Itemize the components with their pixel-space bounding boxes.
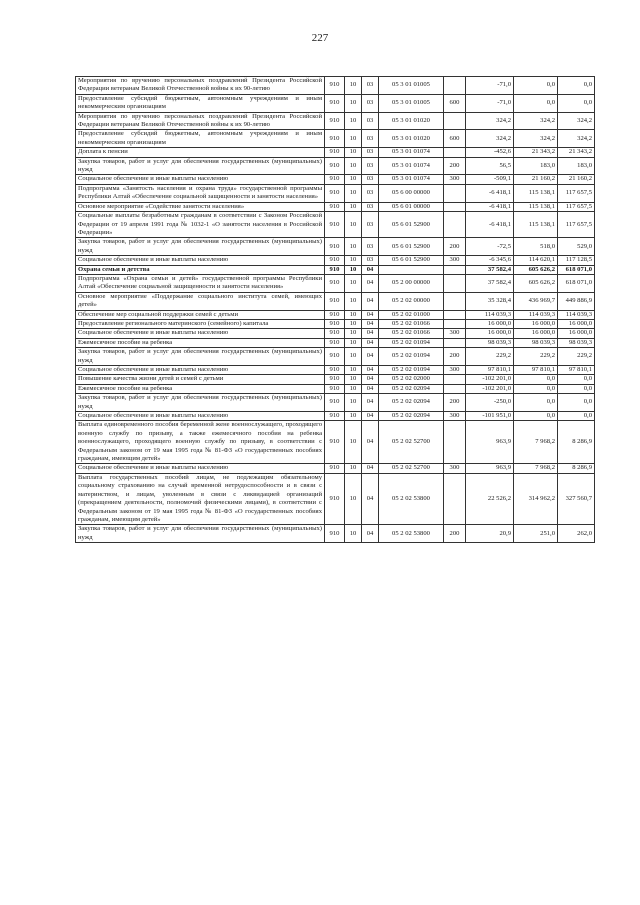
amount-year-2: 0,0 [558,412,595,421]
row-name: Социальное обеспечение и иные выплаты населению [76,329,325,338]
amount-change: -6 345,6 [466,256,514,265]
amount-year-1: 0,0 [514,412,558,421]
amount-year-2: 21 343,2 [558,148,595,157]
amount-change: -102 201,0 [466,384,514,393]
table-row [76,366,595,375]
amount-year-1: 251,0 [514,525,558,543]
section-code: 10 [345,157,362,175]
expense-type-code: 200 [444,394,466,412]
amount-year-1: 0,0 [514,77,558,95]
amount-change: -6 418,1 [466,212,514,238]
amount-year-1: 605 626,2 [514,274,558,292]
target-article-code: 05 2 02 53800 [379,525,444,543]
section-code: 10 [345,310,362,319]
target-article-code: 05 3 01 01005 [379,94,444,112]
amount-year-2: 618 071,0 [558,265,595,274]
table-row [76,212,595,238]
expense-type-code [444,319,466,328]
section-code: 10 [345,525,362,543]
amount-change: -452,6 [466,148,514,157]
row-name: Доплата к пенсии [76,148,325,157]
amount-year-1: 518,0 [514,238,558,256]
table-row [76,319,595,328]
target-article-code: 05 2 02 53800 [379,473,444,524]
amount-year-2: 97 810,1 [558,366,595,375]
budget-table-body [76,77,595,543]
expense-type-code: 300 [444,464,466,473]
expense-type-code: 200 [444,157,466,175]
expense-type-code [444,212,466,238]
expense-type-code [444,184,466,202]
subsection-code: 04 [362,525,379,543]
amount-change: 37 582,4 [466,265,514,274]
row-name: Подпрограмма «Занятость населения и охрана труда» государственной программы Республики Алтай «Обеспечение социальной защищенности и занятости населения» [76,184,325,202]
subsection-code: 04 [362,292,379,310]
section-code: 10 [345,274,362,292]
ministry-code: 910 [325,202,345,211]
row-name: Основное мероприятие «Поддержание социального института семей, имеющих детей» [76,292,325,310]
expense-type-code: 200 [444,238,466,256]
target-article-code [379,265,444,274]
ministry-code: 910 [325,421,345,464]
table-row [76,202,595,211]
amount-year-2: 618 071,0 [558,274,595,292]
amount-year-2: 117 657,5 [558,212,595,238]
table-row [76,274,595,292]
amount-year-1: 436 969,7 [514,292,558,310]
target-article-code: 05 2 02 02094 [379,412,444,421]
amount-year-1: 229,2 [514,348,558,366]
expense-type-code: 200 [444,525,466,543]
subsection-code: 03 [362,148,379,157]
row-name: Закупка товаров, работ и услуг для обеспечения государственных (муниципальных) нужд [76,157,325,175]
subsection-code: 04 [362,366,379,375]
row-name: Охрана семьи и детства [76,265,325,274]
table-row [76,338,595,347]
section-code: 10 [345,319,362,328]
section-code: 10 [345,148,362,157]
target-article-code: 05 6 01 52900 [379,212,444,238]
subsection-code: 04 [362,384,379,393]
row-name: Социальное обеспечение и иные выплаты населению [76,366,325,375]
section-code: 10 [345,348,362,366]
ministry-code: 910 [325,329,345,338]
ministry-code: 910 [325,366,345,375]
expense-type-code: 200 [444,348,466,366]
row-name: Закупка товаров, работ и услуг для обеспечения государственных (муниципальных) нужд [76,394,325,412]
target-article-code: 05 2 02 01094 [379,338,444,347]
amount-change: 20,9 [466,525,514,543]
section-code: 10 [345,184,362,202]
subsection-code: 04 [362,338,379,347]
expense-type-code: 300 [444,412,466,421]
section-code: 10 [345,366,362,375]
row-name: Социальное обеспечение и иные выплаты населению [76,175,325,184]
row-name: Подпрограмма «Охрана семьи и детей» государственной программы Республики Алтай «Обеспечение социальной защищенности и занятости населения» [76,274,325,292]
subsection-code: 04 [362,329,379,338]
row-name: Предоставление регионального материнского (семейного) капитала [76,319,325,328]
ministry-code: 910 [325,238,345,256]
amount-change: 963,9 [466,464,514,473]
amount-year-1: 16 000,0 [514,319,558,328]
target-article-code: 05 2 02 01066 [379,329,444,338]
subsection-code: 04 [362,394,379,412]
target-article-code: 05 3 01 01074 [379,148,444,157]
row-name: Закупка товаров, работ и услуг для обеспечения государственных (муниципальных) нужд [76,238,325,256]
target-article-code: 05 2 02 02094 [379,394,444,412]
subsection-code: 03 [362,184,379,202]
target-article-code: 05 2 02 01000 [379,310,444,319]
target-article-code: 05 2 02 01094 [379,348,444,366]
expense-type-code [444,375,466,384]
section-code: 10 [345,202,362,211]
amount-year-2: 8 286,9 [558,421,595,464]
amount-year-2: 0,0 [558,394,595,412]
expense-type-code [444,292,466,310]
amount-year-1: 0,0 [514,394,558,412]
subsection-code: 03 [362,202,379,211]
ministry-code: 910 [325,384,345,393]
table-row [76,157,595,175]
amount-year-2: 324,2 [558,130,595,148]
expense-type-code: 300 [444,329,466,338]
row-name: Обеспечение мер социальной поддержки семей с детьми [76,310,325,319]
subsection-code: 04 [362,412,379,421]
row-name: Социальное обеспечение и иные выплаты населению [76,256,325,265]
ministry-code: 910 [325,319,345,328]
amount-year-1: 0,0 [514,384,558,393]
table-row [76,394,595,412]
table-row [76,310,595,319]
amount-change: 16 000,0 [466,319,514,328]
ministry-code: 910 [325,265,345,274]
expense-type-code [444,473,466,524]
amount-year-2: 327 560,7 [558,473,595,524]
target-article-code: 05 2 02 52700 [379,464,444,473]
amount-year-2: 117 657,5 [558,184,595,202]
section-code: 10 [345,238,362,256]
amount-year-2: 262,0 [558,525,595,543]
expense-type-code [444,384,466,393]
subsection-code: 04 [362,319,379,328]
amount-change: 37 582,4 [466,274,514,292]
table-row [76,238,595,256]
target-article-code: 05 3 01 01020 [379,130,444,148]
amount-year-1: 115 138,1 [514,212,558,238]
amount-year-1: 7 968,2 [514,421,558,464]
row-name: Закупка товаров, работ и услуг для обеспечения государственных (муниципальных) нужд [76,525,325,543]
section-code: 10 [345,94,362,112]
expense-type-code [444,265,466,274]
amount-year-1: 114 620,1 [514,256,558,265]
expense-type-code: 300 [444,256,466,265]
ministry-code: 910 [325,94,345,112]
expense-type-code [444,310,466,319]
amount-year-1: 97 810,1 [514,366,558,375]
ministry-code: 910 [325,112,345,130]
amount-year-1: 115 138,1 [514,202,558,211]
amount-year-1: 183,0 [514,157,558,175]
subsection-code: 04 [362,464,379,473]
row-name: Социальное обеспечение и иные выплаты населению [76,464,325,473]
amount-year-2: 117 657,5 [558,202,595,211]
row-name: Мероприятия по вручению персональных поздравлений Президента Российской Федерации ветеранам Великой Отечественной войны к их 90-летию [76,112,325,130]
amount-change: -6 418,1 [466,184,514,202]
row-name: Выплата единовременного пособия беременной жене военнослужащего, проходящего военную службу по призыву, а также ежемесячного пособия на ребенка военнослужащего, проходящего военную службу по призыву, в соответствии с Федеральным законом от 19 мая 1995 года № 81-ФЗ «О государственных пособиях гражданам, имеющим детей» [76,421,325,464]
target-article-code: 05 3 01 01005 [379,77,444,95]
section-code: 10 [345,265,362,274]
amount-year-2: 0,0 [558,77,595,95]
section-code: 10 [345,473,362,524]
amount-change: 56,5 [466,157,514,175]
amount-year-1: 21 343,2 [514,148,558,157]
subsection-code: 04 [362,265,379,274]
amount-year-2: 117 128,5 [558,256,595,265]
subsection-code: 04 [362,274,379,292]
amount-year-1: 0,0 [514,94,558,112]
target-article-code: 05 3 01 01074 [379,157,444,175]
amount-year-1: 21 160,2 [514,175,558,184]
expense-type-code [444,274,466,292]
row-name: Закупка товаров, работ и услуг для обеспечения государственных (муниципальных) нужд [76,348,325,366]
amount-year-1: 314 962,2 [514,473,558,524]
table-row [76,375,595,384]
target-article-code: 05 2 02 00000 [379,292,444,310]
subsection-code: 03 [362,212,379,238]
ministry-code: 910 [325,256,345,265]
expense-type-code [444,148,466,157]
page-number: 227 [311,32,329,44]
amount-change: -509,1 [466,175,514,184]
table-row [76,348,595,366]
target-article-code: 05 6 01 00000 [379,202,444,211]
row-name: Предоставление субсидий бюджетным, автономным учреждениям и иным некоммерческим организациям [76,94,325,112]
subsection-code: 03 [362,77,379,95]
subsection-code: 04 [362,473,379,524]
amount-change: -101 951,0 [466,412,514,421]
ministry-code: 910 [325,184,345,202]
expense-type-code: 300 [444,366,466,375]
ministry-code: 910 [325,130,345,148]
expense-type-code: 600 [444,130,466,148]
amount-change: -250,0 [466,394,514,412]
ministry-code: 910 [325,348,345,366]
section-code: 10 [345,375,362,384]
row-name: Повышение качества жизни детей и семей с детьми [76,375,325,384]
amount-year-2: 0,0 [558,375,595,384]
amount-year-2: 114 039,3 [558,310,595,319]
target-article-code: 05 3 01 01020 [379,112,444,130]
subsection-code: 03 [362,175,379,184]
amount-change: 963,9 [466,421,514,464]
expense-type-code [444,421,466,464]
target-article-code: 05 2 02 52700 [379,421,444,464]
ministry-code: 910 [325,412,345,421]
amount-year-1: 16 000,0 [514,329,558,338]
ministry-code: 910 [325,148,345,157]
amount-change: 97 810,1 [466,366,514,375]
amount-change: 16 000,0 [466,329,514,338]
subsection-code: 04 [362,421,379,464]
ministry-code: 910 [325,473,345,524]
table-row [76,473,595,524]
amount-change: -102 201,0 [466,375,514,384]
section-code: 10 [345,112,362,130]
ministry-code: 910 [325,375,345,384]
row-name: Социальные выплаты безработным гражданам в соответствии с Законом Российской Федерации от 19 апреля 1991 года № 1032-1 «О занятости населения в Российской Федерации» [76,212,325,238]
target-article-code: 05 2 02 01066 [379,319,444,328]
amount-year-1: 0,0 [514,375,558,384]
amount-year-2: 16 000,0 [558,319,595,328]
target-article-code: 05 3 01 01074 [379,175,444,184]
amount-year-2: 183,0 [558,157,595,175]
amount-year-2: 229,2 [558,348,595,366]
target-article-code: 05 2 02 02000 [379,375,444,384]
subsection-code: 04 [362,310,379,319]
target-article-code: 05 6 01 52900 [379,256,444,265]
table-row [76,256,595,265]
row-name: Ежемесячное пособие на ребенка [76,338,325,347]
section-code: 10 [345,212,362,238]
table-row [76,130,595,148]
expense-type-code [444,77,466,95]
target-article-code: 05 6 00 00000 [379,184,444,202]
expense-type-code [444,112,466,130]
amount-change: 35 328,4 [466,292,514,310]
amount-year-1: 324,2 [514,112,558,130]
subsection-code: 03 [362,256,379,265]
amount-year-2: 0,0 [558,94,595,112]
row-name: Ежемесячное пособие на ребенка [76,384,325,393]
table-row [76,384,595,393]
subsection-code: 03 [362,112,379,130]
row-name: Основное мероприятие «Содействие занятости населения» [76,202,325,211]
section-code: 10 [345,292,362,310]
amount-change: 324,2 [466,130,514,148]
amount-year-1: 7 968,2 [514,464,558,473]
amount-year-2: 324,2 [558,112,595,130]
table-row [76,184,595,202]
table-row [76,175,595,184]
amount-year-2: 0,0 [558,384,595,393]
amount-year-1: 324,2 [514,130,558,148]
section-code: 10 [345,256,362,265]
ministry-code: 910 [325,338,345,347]
amount-change: 98 039,3 [466,338,514,347]
budget-table [75,76,595,543]
amount-year-2: 449 886,9 [558,292,595,310]
table-row [76,329,595,338]
table-row [76,265,595,274]
subsection-code: 04 [362,348,379,366]
amount-year-2: 98 039,3 [558,338,595,347]
row-name: Предоставление субсидий бюджетным, автономным учреждениям и иным некоммерческим организациям [76,130,325,148]
section-code: 10 [345,329,362,338]
ministry-code: 910 [325,525,345,543]
ministry-code: 910 [325,310,345,319]
ministry-code: 910 [325,292,345,310]
amount-year-2: 8 286,9 [558,464,595,473]
amount-year-1: 114 039,3 [514,310,558,319]
amount-change: -72,5 [466,238,514,256]
ministry-code: 910 [325,464,345,473]
expense-type-code [444,338,466,347]
amount-year-2: 529,0 [558,238,595,256]
amount-change: -71,0 [466,77,514,95]
table-row [76,77,595,95]
target-article-code: 05 2 02 01094 [379,366,444,375]
section-code: 10 [345,384,362,393]
row-name: Социальное обеспечение и иные выплаты населению [76,412,325,421]
subsection-code: 03 [362,238,379,256]
ministry-code: 910 [325,274,345,292]
amount-change: 229,2 [466,348,514,366]
row-name: Выплата государственных пособий лицам, не подлежащим обязательному социальному страхованию на случай временной нетрудоспособности и в связи с материнством, и лицам, уволенным в связи с ликвидацией организаций (прекращением деятельности, полномочий физическими лицами), в соответствии с Федеральным законом от 19 мая 1995 года № 81-ФЗ «О государственных пособиях гражданам, имеющим детей» [76,473,325,524]
subsection-code: 03 [362,130,379,148]
ministry-code: 910 [325,157,345,175]
table-row [76,148,595,157]
amount-change: 114 039,3 [466,310,514,319]
ministry-code: 910 [325,77,345,95]
target-article-code: 05 2 02 02094 [379,384,444,393]
ministry-code: 910 [325,175,345,184]
table-row [76,525,595,543]
amount-year-2: 21 160,2 [558,175,595,184]
amount-change: -6 418,1 [466,202,514,211]
expense-type-code: 300 [444,175,466,184]
expense-type-code [444,202,466,211]
section-code: 10 [345,130,362,148]
target-article-code: 05 2 00 00000 [379,274,444,292]
amount-year-1: 605 626,2 [514,265,558,274]
section-code: 10 [345,412,362,421]
subsection-code: 03 [362,157,379,175]
amount-year-1: 115 138,1 [514,184,558,202]
row-name: Мероприятия по вручению персональных поздравлений Президента Российской Федерации ветеранам Великой Отечественной войны к их 90-летию [76,77,325,95]
table-row [76,412,595,421]
section-code: 10 [345,338,362,347]
table-row [76,94,595,112]
section-code: 10 [345,77,362,95]
table-row [76,292,595,310]
section-code: 10 [345,464,362,473]
amount-year-1: 98 039,3 [514,338,558,347]
amount-change: -71,0 [466,94,514,112]
target-article-code: 05 6 01 52900 [379,238,444,256]
subsection-code: 04 [362,375,379,384]
ministry-code: 910 [325,212,345,238]
section-code: 10 [345,421,362,464]
expense-type-code: 600 [444,94,466,112]
table-row [76,464,595,473]
table-row [76,112,595,130]
section-code: 10 [345,394,362,412]
subsection-code: 03 [362,94,379,112]
ministry-code: 910 [325,394,345,412]
amount-change: 22 526,2 [466,473,514,524]
table-row [76,421,595,464]
section-code: 10 [345,175,362,184]
amount-change: 324,2 [466,112,514,130]
amount-year-2: 16 000,0 [558,329,595,338]
